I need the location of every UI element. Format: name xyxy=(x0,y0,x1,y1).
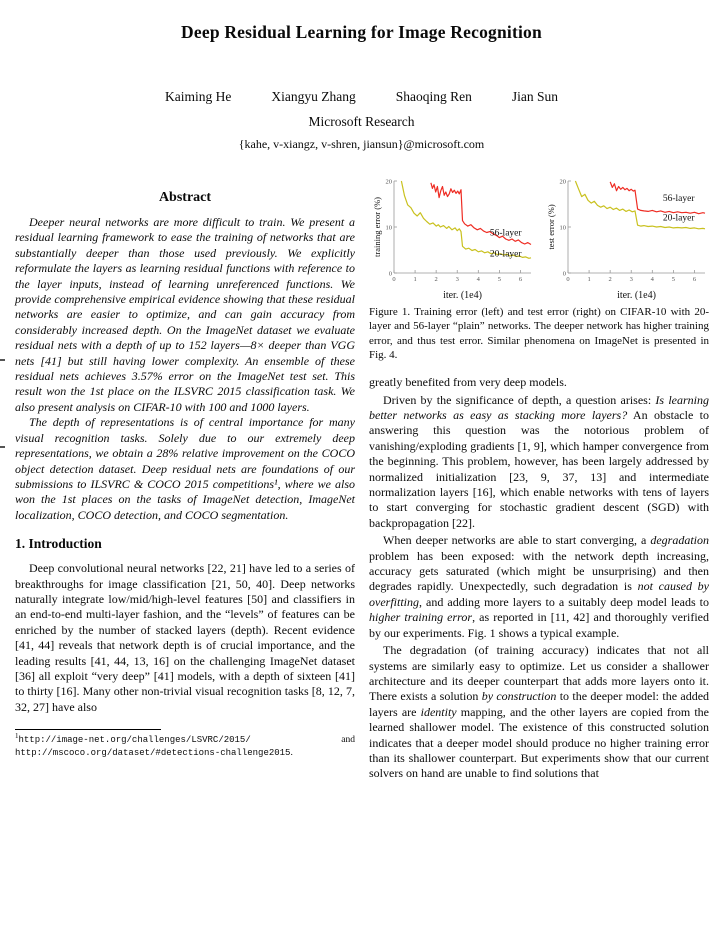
svg-text:4: 4 xyxy=(650,276,654,283)
page-edge-mark xyxy=(0,359,5,361)
svg-text:2: 2 xyxy=(434,276,438,283)
test-error-chart xyxy=(543,176,709,300)
svg-text:1: 1 xyxy=(587,276,591,283)
figure-1-charts xyxy=(369,176,709,300)
svg-text:10: 10 xyxy=(559,224,566,232)
body-paragraph: When deeper networks are able to start converging, a degradation problem has been exposed: with the network depth increasing, accuracy gets saturated (which might be unsurprising) and then degrades rapidly. Unexpectedly, such degradation is not caused by overfitting, and adding more layers to a suitably deep model leads to higher training error, as reported in [11, 42] and thoroughly verified by our experiments. Fig. 1 shows a typical example. xyxy=(369,533,710,640)
author-emails: {kahe, v-xiangz, v-shren, jiansun}@microsoft.com xyxy=(238,137,485,151)
right-column-text xyxy=(369,375,709,782)
paper-page xyxy=(0,22,723,926)
svg-text:0: 0 xyxy=(388,270,392,278)
svg-text:3: 3 xyxy=(629,276,633,283)
abstract-section xyxy=(15,190,355,523)
figure-1-caption: Figure 1. Training error (left) and test error (right) on CIFAR-10 with 20-layer and 56-layer “plain” networks. The deeper network has higher training error, and thus test error. Similar phenomena on ImageNet is presented in Fig. 4. xyxy=(369,306,709,361)
two-column-body xyxy=(15,178,710,782)
abstract-paragraph: Deeper neural networks are more difficult to train. We present a residual learning framework to ease the training of networks that are substantially deeper than those used previously. We explicitly reformulate the layers as learning residual functions with reference to the layer inputs, instead of learning unreferenced functions. We provide comprehensive empirical evidence showing that these residual networks are easier to optimize, and can gain accuracy from considerably increased depth. On the ImageNet dataset we evaluate residual nets with a depth of up to 152 layers—8× deeper than VGG nets [41] but still having lower complexity. An ensemble of these residual nets achieves 3.57% error on the ImageNet test set. This result won the 1st place on the ILSVRC 2015 classification task. We also present analysis on CIFAR-10 with 100 and 1000 layers. xyxy=(15,215,355,414)
svg-text:0: 0 xyxy=(392,276,396,283)
authors-row xyxy=(0,89,723,105)
svg-text:4: 4 xyxy=(476,276,480,283)
left-column xyxy=(15,188,355,782)
training-error-chart xyxy=(369,176,535,300)
footnote-line-1 xyxy=(15,734,355,747)
svg-text:5: 5 xyxy=(671,276,676,283)
svg-text:test error (%): test error (%) xyxy=(546,204,556,250)
affiliation: Microsoft Research xyxy=(308,114,415,129)
intro-paragraph: Deep convolutional neural networks [22, 21] have led to a series of breakthroughs for image classification [21, 50, 40]. Deep networks naturally integrate low/mid/high-level features [50] and classifiers in an end-to-end multi-layer fashion, and the “levels” of features can be enriched by the number of stacked layers (depth). Recent evidence [41, 44] reveals that network depth is of crucial importance, and the leading results [41, 44, 13, 16] on the challenging ImageNet dataset [36] all exploit “very deep” [41] models, with a depth of sixteen [41] to thirty [16]. Many other non-trivial visual recognition tasks [8, 12, 7, 32, 27] have also xyxy=(15,561,355,714)
svg-text:20-layer: 20-layer xyxy=(662,213,695,224)
body-paragraph: The degradation (of training accuracy) indicates that not all systems are similarly easy to optimize. Let us consider a shallower architecture and its deeper counterpart that adds more layers onto it. There exists a solution by construction to the deeper model: the added layers are identity mapping, and the other layers are copied from the learned shallower model. The existence of this constructed solution indicates that a deeper model should produce no higher training error than its shallower counterpart. But experiments show that our current solvers on hand are unable to find solutions that xyxy=(369,643,710,781)
svg-text:56-layer: 56-layer xyxy=(489,228,522,239)
right-column xyxy=(369,178,710,782)
svg-text:20: 20 xyxy=(385,178,392,186)
svg-text:3: 3 xyxy=(455,276,459,283)
footnote-period: . xyxy=(290,747,293,758)
author-name: Xiangyu Zhang xyxy=(271,89,356,104)
footnote-marker: 1 xyxy=(15,732,19,741)
section-heading-introduction: 1. Introduction xyxy=(15,536,102,552)
footnote-line-2 xyxy=(15,747,355,760)
svg-text:10: 10 xyxy=(385,224,392,232)
svg-text:5: 5 xyxy=(497,276,502,283)
svg-text:0: 0 xyxy=(562,270,566,278)
author-name: Kaiming He xyxy=(165,89,232,104)
svg-text:iter. (1e4): iter. (1e4) xyxy=(443,290,482,300)
svg-text:56-layer: 56-layer xyxy=(662,194,695,205)
page-edge-mark xyxy=(0,446,5,448)
svg-text:0: 0 xyxy=(566,276,570,283)
body-paragraph: greatly benefited from very deep models. xyxy=(369,375,567,390)
abstract-heading: Abstract xyxy=(158,190,212,205)
paper-title: Deep Residual Learning for Image Recognition xyxy=(181,22,542,42)
footnote-conjunction: and xyxy=(341,735,355,746)
footnote-divider xyxy=(15,729,161,730)
abstract-paragraph: The depth of representations is of central importance for many visual recognition tasks. Solely due to our extremely deep representations, we obtain a 28% relative improvement on the COCO object detection dataset. Deep residual nets are foundations of our submissions to ILSVRC & COCO 2015 competitions¹, where we also won the 1st places on the tasks of ImageNet detection, ImageNet localization, COCO detection, and COCO segmentation. xyxy=(15,415,355,522)
svg-text:2: 2 xyxy=(608,276,612,283)
author-name: Shaoqing Ren xyxy=(395,89,472,104)
svg-text:20-layer: 20-layer xyxy=(489,249,522,260)
footnote-url-2[interactable]: http://mscoco.org/dataset/#detections-challenge2015 xyxy=(15,747,291,758)
svg-text:20: 20 xyxy=(559,178,566,186)
author-name: Jian Sun xyxy=(511,89,558,104)
svg-text:1: 1 xyxy=(413,276,417,283)
svg-text:6: 6 xyxy=(692,276,697,283)
footnote xyxy=(15,729,355,759)
footnote-url-1-wrap xyxy=(15,734,251,747)
svg-text:6: 6 xyxy=(518,276,523,283)
footnote-url-1[interactable]: http://image-net.org/challenges/LSVRC/2015/ xyxy=(18,735,251,746)
body-paragraph: Driven by the significance of depth, a question arises: Is learning better networks as easy as stacking more layers? An obstacle to answering this question was the notorious problem of vanishing/exploding gradients [1, 9], which hamper convergence from the beginning. This problem, however, has been largely addressed by normalized initialization [23, 9, 37, 13] and intermediate normalization layers [16], which enable networks with tens of layers to start converging for stochastic gradient descent (SGD) with backpropagation [22]. xyxy=(369,392,710,530)
figure-1 xyxy=(369,176,709,362)
svg-text:training error (%): training error (%) xyxy=(372,197,382,257)
svg-text:iter. (1e4): iter. (1e4) xyxy=(617,290,656,300)
